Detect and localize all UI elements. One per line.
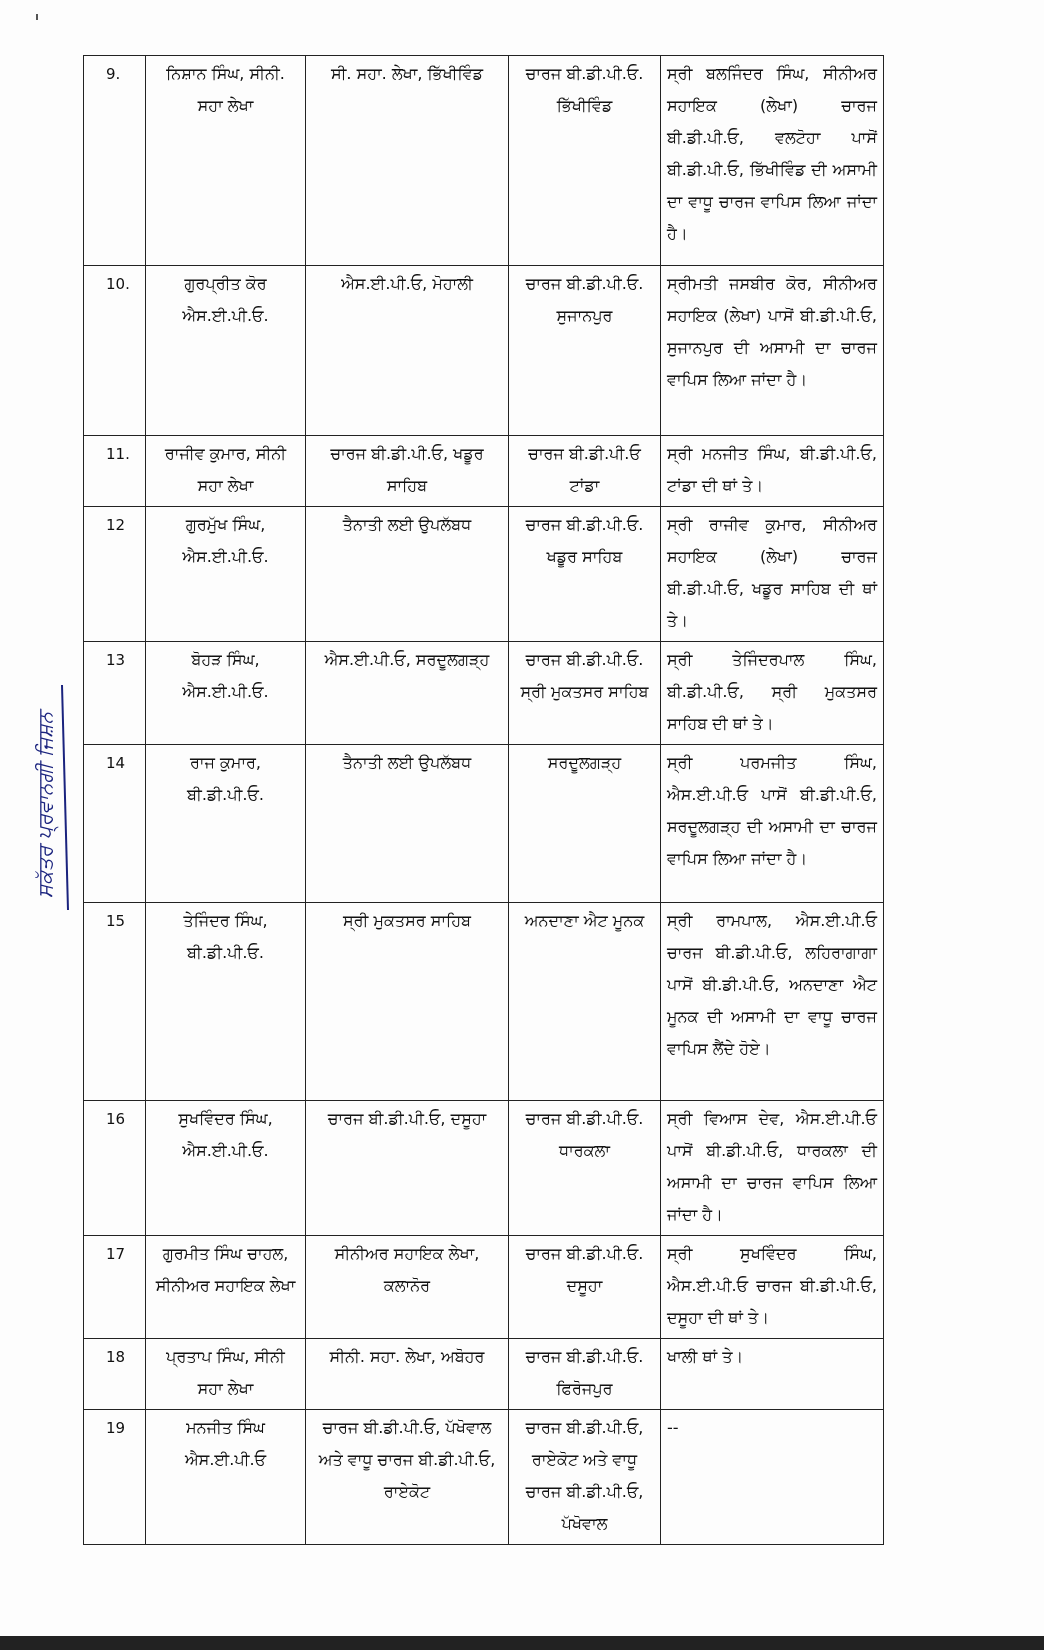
employee-name-cell: ਬੋਹੜ ਸਿੰਘ, ਐਸ.ਈ.ਪੀ.ਓ.	[146, 642, 306, 745]
current-post-cell: ਤੈਨਾਤੀ ਲਈ ਉਪਲੱਬਧ	[306, 745, 509, 903]
current-post-cell: ਚਾਰਜ ਬੀ.ਡੀ.ਪੀ.ਓ, ਦਸੂਹਾ	[306, 1101, 509, 1236]
employee-name-cell: ਗੁਰਮੀਤ ਸਿੰਘ ਚਾਹਲ, ਸੀਨੀਅਰ ਸਹਾਇਕ ਲੇਖਾ	[146, 1236, 306, 1339]
transfer-table	[83, 55, 884, 1545]
new-posting-cell: ਚਾਰਜ ਬੀ.ਡੀ.ਪੀ.ਓ. ਸੁਜਾਨਪੁਰ	[509, 266, 661, 436]
employee-name-cell: ਰਾਜੀਵ ਕੁਮਾਰ, ਸੀਨੀ ਸਹਾ ਲੇਖਾ	[146, 436, 306, 507]
serial-number-cell: 17	[84, 1236, 146, 1339]
new-posting-cell: ਚਾਰਜ ਬੀ.ਡੀ.ਪੀ.ਓ, ਰਾਏਕੋਟ ਅਤੇ ਵਾਧੂ ਚਾਰਜ ਬੀ.ਡੀ.ਪੀ.ਓ, ਪੱਖੋਵਾਲ	[509, 1410, 661, 1545]
employee-name-cell: ਨਿਸ਼ਾਨ ਸਿੰਘ, ਸੀਨੀ. ਸਹਾ ਲੇਖਾ	[146, 56, 306, 266]
serial-number-cell: 13	[84, 642, 146, 745]
current-post-cell: ਸ੍ਰੀ ਮੁਕਤਸਰ ਸਾਹਿਬ	[306, 903, 509, 1101]
employee-name-cell: ਗੁਰਮੁੱਖ ਸਿੰਘ, ਐਸ.ਈ.ਪੀ.ਓ.	[146, 507, 306, 642]
remarks-cell: ਸ੍ਰੀ ਮਨਜੀਤ ਸਿੰਘ, ਬੀ.ਡੀ.ਪੀ.ਓ, ਟਾਂਡਾ ਦੀ ਥਾਂ ਤੇ।	[661, 436, 884, 507]
remarks-cell: ਸ੍ਰੀ ਰਾਮਪਾਲ, ਐਸ.ਈ.ਪੀ.ਓ ਚਾਰਜ ਬੀ.ਡੀ.ਪੀ.ਓ, ਲਹਿਰਾਗਾਗਾ ਪਾਸੋਂ ਬੀ.ਡੀ.ਪੀ.ਓ, ਅਨਦਾਣਾ ਐਟ ਮੂਨਕ ਦੀ ਅਸਾਮੀ ਦਾ ਵਾਧੂ ਚਾਰਜ ਵਾਪਿਸ ਲੈਂਦੇ ਹੋਏ।	[661, 903, 884, 1101]
current-post-cell: ਤੈਨਾਤੀ ਲਈ ਉਪਲੱਬਧ	[306, 507, 509, 642]
remarks-cell: ਸ੍ਰੀ ਸੁਖਵਿੰਦਰ ਸਿੰਘ, ਐਸ.ਈ.ਪੀ.ਓ ਚਾਰਜ ਬੀ.ਡੀ.ਪੀ.ਓ, ਦਸੂਹਾ ਦੀ ਥਾਂ ਤੇ।	[661, 1236, 884, 1339]
table-row	[84, 266, 884, 436]
new-posting-cell: ਚਾਰਜ ਬੀ.ਡੀ.ਪੀ.ਓ. ਦਸੂਹਾ	[509, 1236, 661, 1339]
table-row	[84, 745, 884, 903]
table-row	[84, 507, 884, 642]
serial-number-cell: 16	[84, 1101, 146, 1236]
remarks-cell: ਸ੍ਰੀ ਵਿਆਸ ਦੇਵ, ਐਸ.ਈ.ਪੀ.ਓ ਪਾਸੋਂ ਬੀ.ਡੀ.ਪੀ.ਓ, ਧਾਰਕਲਾ ਦੀ ਅਸਾਮੀ ਦਾ ਚਾਰਜ ਵਾਪਿਸ ਲਿਆ ਜਾਂਦਾ ਹੈ।	[661, 1101, 884, 1236]
serial-number-cell: 18	[84, 1339, 146, 1410]
table-row	[84, 1101, 884, 1236]
serial-number-cell: 11.	[84, 436, 146, 507]
serial-number-cell: 10.	[84, 266, 146, 436]
table-row	[84, 1339, 884, 1410]
employee-name-cell: ਮਨਜੀਤ ਸਿੰਘ ਐਸ.ਈ.ਪੀ.ਓ	[146, 1410, 306, 1545]
employee-name-cell: ਰਾਜ ਕੁਮਾਰ, ਬੀ.ਡੀ.ਪੀ.ਓ.	[146, 745, 306, 903]
remarks-cell: ਖਾਲੀ ਥਾਂ ਤੇ।	[661, 1339, 884, 1410]
table-row	[84, 1236, 884, 1339]
current-post-cell: ਚਾਰਜ ਬੀ.ਡੀ.ਪੀ.ਓ, ਖਡੂਰ ਸਾਹਿਬ	[306, 436, 509, 507]
new-posting-cell: ਚਾਰਜ ਬੀ.ਡੀ.ਪੀ.ਓ. ਸ੍ਰੀ ਮੁਕਤਸਰ ਸਾਹਿਬ	[509, 642, 661, 745]
remarks-cell: ਸ੍ਰੀ ਪਰਮਜੀਤ ਸਿੰਘ, ਐਸ.ਈ.ਪੀ.ਓ ਪਾਸੋਂ ਬੀ.ਡੀ.ਪੀ.ਓ, ਸਰਦੂਲਗੜ੍ਹ ਦੀ ਅਸਾਮੀ ਦਾ ਚਾਰਜ ਵਾਪਿਸ ਲਿਆ ਜਾਂਦਾ ਹੈ।	[661, 745, 884, 903]
new-posting-cell: ਸਰਦੂਲਗੜ੍ਹ	[509, 745, 661, 903]
new-posting-cell: ਚਾਰਜ ਬੀ.ਡੀ.ਪੀ.ਓ. ਖਡੂਰ ਸਾਹਿਬ	[509, 507, 661, 642]
table-row	[84, 56, 884, 266]
table-row	[84, 1410, 884, 1545]
current-post-cell: ਸੀਨੀਅਰ ਸਹਾਇਕ ਲੇਖਾ, ਕਲਾਨੋਰ	[306, 1236, 509, 1339]
remarks-cell: ਸ੍ਰੀ ਬਲਜਿੰਦਰ ਸਿੰਘ, ਸੀਨੀਅਰ ਸਹਾਇਕ (ਲੇਖਾ) ਚਾਰਜ ਬੀ.ਡੀ.ਪੀ.ਓ, ਵਲਟੋਹਾ ਪਾਸੋਂ ਬੀ.ਡੀ.ਪੀ.ਓ, ਭਿੱਖੀਵਿੰਡ ਦੀ ਅਸਾਮੀ ਦਾ ਵਾਧੂ ਚਾਰਜ ਵਾਪਿਸ ਲਿਆ ਜਾਂਦਾ ਹੈ।	[661, 56, 884, 266]
current-post-cell: ਚਾਰਜ ਬੀ.ਡੀ.ਪੀ.ਓ, ਪੱਖੋਵਾਲ ਅਤੇ ਵਾਧੂ ਚਾਰਜ ਬੀ.ਡੀ.ਪੀ.ਓ, ਰਾਏਕੋਟ	[306, 1410, 509, 1545]
employee-name-cell: ਪ੍ਰਤਾਪ ਸਿੰਘ, ਸੀਨੀ ਸਹਾ ਲੇਖਾ	[146, 1339, 306, 1410]
remarks-cell: ਸ੍ਰੀ ਤੇਜਿੰਦਰਪਾਲ ਸਿੰਘ, ਬੀ.ਡੀ.ਪੀ.ਓ, ਸ੍ਰੀ ਮੁਕਤਸਰ ਸਾਹਿਬ ਦੀ ਥਾਂ ਤੇ।	[661, 642, 884, 745]
serial-number-cell: 14	[84, 745, 146, 903]
table-row	[84, 642, 884, 745]
serial-number-cell: 9.	[84, 56, 146, 266]
table-row	[84, 436, 884, 507]
new-posting-cell: ਚਾਰਜ ਬੀ.ਡੀ.ਪੀ.ਓ ਟਾਂਡਾ	[509, 436, 661, 507]
new-posting-cell: ਚਾਰਜ ਬੀ.ਡੀ.ਪੀ.ਓ. ਭਿੱਖੀਵਿੰਡ	[509, 56, 661, 266]
current-post-cell: ਸੀ. ਸਹਾ. ਲੇਖਾ, ਭਿੱਖੀਵਿੰਡ	[306, 56, 509, 266]
serial-number-cell: 19	[84, 1410, 146, 1545]
remarks-cell: ਸ੍ਰੀ ਰਾਜੀਵ ਕੁਮਾਰ, ਸੀਨੀਅਰ ਸਹਾਇਕ (ਲੇਖਾ) ਚਾਰਜ ਬੀ.ਡੀ.ਪੀ.ਓ, ਖਡੂਰ ਸਾਹਿਬ ਦੀ ਥਾਂ ਤੇ।	[661, 507, 884, 642]
new-posting-cell: ਅਨਦਾਣਾ ਐਟ ਮੂਨਕ	[509, 903, 661, 1101]
serial-number-cell: 12	[84, 507, 146, 642]
employee-name-cell: ਗੁਰਪ੍ਰੀਤ ਕੋਰ ਐਸ.ਈ.ਪੀ.ਓ.	[146, 266, 306, 436]
table-row	[84, 903, 884, 1101]
current-post-cell: ਸੀਨੀ. ਸਹਾ. ਲੇਖਾ, ਅਬੋਹਰ	[306, 1339, 509, 1410]
handwritten-signature: ਸਕੱਤਰ ਪ੍ਰਵਾਨਗੀ ਜਿਸ਼ਨ	[33, 711, 57, 899]
new-posting-cell: ਚਾਰਜ ਬੀ.ਡੀ.ਪੀ.ਓ. ਧਾਰਕਲਾ	[509, 1101, 661, 1236]
current-post-cell: ਐਸ.ਈ.ਪੀ.ਓ, ਮੋਹਾਲੀ	[306, 266, 509, 436]
employee-name-cell: ਤੇਜਿੰਦਰ ਸਿੰਘ, ਬੀ.ਡੀ.ਪੀ.ਓ.	[146, 903, 306, 1101]
current-post-cell: ਐਸ.ਈ.ਪੀ.ਓ, ਸਰਦੂਲਗੜ੍ਹ	[306, 642, 509, 745]
scan-mark	[36, 14, 38, 20]
new-posting-cell: ਚਾਰਜ ਬੀ.ਡੀ.ਪੀ.ਓ. ਫਿਰੋਜਪੁਰ	[509, 1339, 661, 1410]
remarks-cell: ਸ੍ਰੀਮਤੀ ਜਸਬੀਰ ਕੋਰ, ਸੀਨੀਅਰ ਸਹਾਇਕ (ਲੇਖਾ) ਪਾਸੋਂ ਬੀ.ਡੀ.ਪੀ.ਓ, ਸੁਜਾਨਪੁਰ ਦੀ ਅਸਾਮੀ ਦਾ ਚਾਰਜ ਵਾਪਿਸ ਲਿਆ ਜਾਂਦਾ ਹੈ।	[661, 266, 884, 436]
remarks-cell: --	[661, 1410, 884, 1545]
employee-name-cell: ਸੁਖਵਿੰਦਰ ਸਿੰਘ, ਐਸ.ਈ.ਪੀ.ਓ.	[146, 1101, 306, 1236]
scan-edge	[0, 1636, 1044, 1650]
serial-number-cell: 15	[84, 903, 146, 1101]
